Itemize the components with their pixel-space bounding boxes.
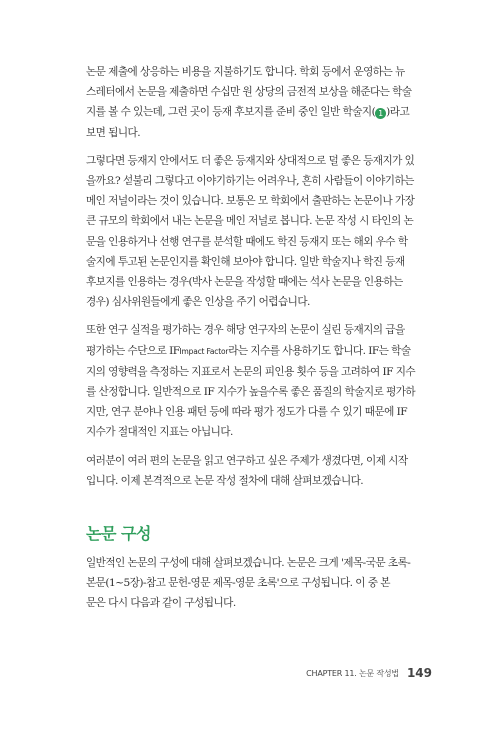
text-segment: 평가하는 수단으로 IF (86, 344, 180, 357)
paragraph-1 (86, 62, 438, 143)
section-heading: 논문 구성 (86, 524, 151, 543)
text-line: 지만, 연구 분야나 인용 패턴 등에 따라 평가 정도가 다를 수 있기 때문에 IF (86, 406, 408, 419)
text-line: 을까요? 섣불리 그렇다고 이야기하기는 어려우나, 흔히 사람들이 이야기하는 (86, 175, 414, 188)
text-line: 큰 규모의 학회에서 내는 논문을 메인 저널로 봅니다. 논문 작성 시 타인의 논 (86, 215, 414, 228)
section-paragraph (86, 553, 438, 614)
text-line: 보면 됩니다. (86, 126, 141, 139)
chapter-label: CHAPTER 11. 논문 작성법 (306, 669, 399, 678)
text-line: 여러분이 여러 편의 논문을 읽고 연구하고 싶은 주제가 생겼다면, 이제 시작 (86, 454, 408, 467)
text-line: 논문 제출에 상응하는 비용을 지불하기도 합니다. 학회 등에서 운영하는 뉴 (86, 66, 405, 78)
note-number-badge: 1 (375, 108, 386, 119)
impact-factor-gloss: Impact Factor (179, 346, 229, 356)
text-line: 경우) 심사위원들에게 좋은 인상을 주기 어렵습니다. (86, 296, 310, 309)
body-text (86, 62, 438, 499)
text-line: 메인 저널이라는 것이 있습니다. 보통은 모 학회에서 출판하는 논문이나 가장 (86, 195, 415, 208)
text-line: 본문(1~5장)-참고 문헌-영문 제목-영문 초록'으로 구성됩니다. 이 중 본 (86, 577, 390, 590)
page-footer (306, 661, 432, 680)
text-segment: 지를 볼 수 있는데, 그런 곳이 등재 후보지를 준비 중인 일반 학술지( (86, 106, 376, 119)
text-line (86, 102, 438, 122)
text-line: 문은 다시 다음과 같이 구성됩니다. (86, 597, 236, 610)
paragraph-2 (86, 151, 438, 313)
text-line: 술지에 투고된 논문인지를 확인해 보아야 합니다. 일반 학술지나 학진 등재 (86, 255, 405, 268)
text-line: 를 산정합니다. 일반적으로 IF 지수가 높을수록 좋은 품질의 학술지로 평가하 (86, 386, 416, 399)
text-segment: )라고 (386, 106, 410, 119)
text-line: 문을 인용하거나 선행 연구를 분석할 때에도 학진 등재지 또는 해외 우수 학 (86, 235, 408, 248)
page-number: 149 (406, 666, 432, 680)
text-line: 입니다. 이제 본격적으로 논문 작성 절차에 대해 살펴보겠습니다. (86, 474, 364, 487)
text-segment: 라는 지수를 사용하기도 합니다. IF는 학술 (228, 344, 411, 357)
paragraph-4 (86, 451, 438, 491)
text-line: 지의 영향력을 측정하는 지표로서 논문의 피인용 횟수 등을 고려하여 IF 지수 (86, 365, 416, 378)
paragraph-3 (86, 320, 438, 442)
text-line: 또한 연구 실적을 평가하는 경우 해당 연구자의 논문이 실린 등재지의 급을 (86, 324, 405, 337)
text-line: 후보지를 인용하는 경우(박사 논문을 작성할 때에는 석사 논문을 인용하는 (86, 276, 403, 289)
text-line: 일반적인 논문의 구성에 대해 살펴보겠습니다. 논문은 크게 '제목-국문 초록- (86, 557, 411, 569)
text-line: 지수가 절대적인 지표는 아닙니다. (86, 426, 233, 439)
section-body (86, 553, 438, 622)
text-line: 스레터에서 논문을 제출하면 수십만 원 상당의 금전적 보상을 해준다는 학술 (86, 86, 412, 99)
text-line (86, 341, 438, 362)
text-line: 그렇다면 등재지 안에서도 더 좋은 등재지와 상대적으로 덜 좋은 등재지가 있 (86, 154, 415, 167)
